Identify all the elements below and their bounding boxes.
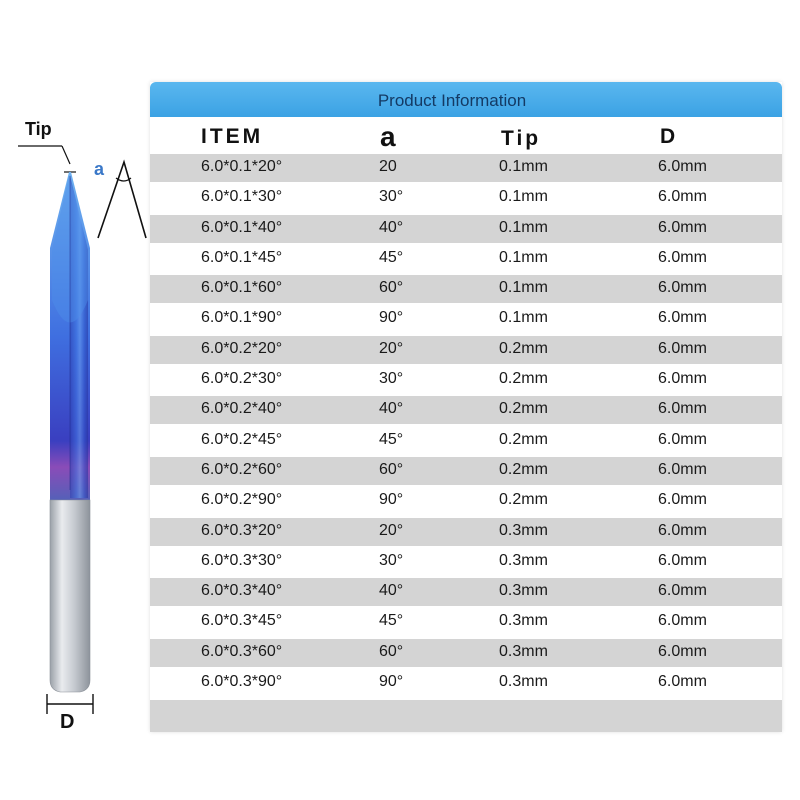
cell-tip: 0.3mm xyxy=(499,612,548,630)
table-row xyxy=(150,396,782,424)
cell-item: 6.0*0.2*30° xyxy=(201,370,283,388)
cell-tip: 0.3mm xyxy=(499,551,548,569)
cell-diameter: 6.0mm xyxy=(658,248,707,266)
diameter-label: D xyxy=(60,711,75,733)
engraving-bit-drawing xyxy=(0,0,160,760)
table-footer xyxy=(150,700,782,732)
cell-tip: 0.2mm xyxy=(499,370,548,388)
cell-diameter: 6.0mm xyxy=(658,218,707,236)
cell-angle: 30° xyxy=(379,188,404,206)
cell-item: 6.0*0.3*45° xyxy=(201,612,283,630)
cell-diameter: 6.0mm xyxy=(658,309,707,327)
engraving-bit-diagram xyxy=(0,0,160,760)
table-row xyxy=(150,669,782,697)
cell-diameter: 6.0mm xyxy=(658,582,707,600)
table-row xyxy=(150,305,782,333)
table-row xyxy=(150,245,782,273)
cell-item: 6.0*0.2*20° xyxy=(201,339,283,357)
cell-tip: 0.2mm xyxy=(499,339,548,357)
tip-leader-diagonal xyxy=(62,146,70,164)
table-row xyxy=(150,487,782,515)
cell-tip: 0.1mm xyxy=(499,218,548,236)
cell-diameter: 6.0mm xyxy=(658,158,707,175)
tip-label: Tip xyxy=(25,119,52,139)
table-row xyxy=(150,184,782,212)
table-row xyxy=(150,518,782,546)
cell-angle: 40° xyxy=(379,218,404,236)
cell-angle: 60° xyxy=(379,279,404,297)
table-row xyxy=(150,336,782,364)
column-headers xyxy=(150,118,782,152)
cell-diameter: 6.0mm xyxy=(658,642,707,660)
cell-item: 6.0*0.1*40° xyxy=(201,218,283,236)
cell-item: 6.0*0.2*60° xyxy=(201,460,283,478)
cell-diameter: 6.0mm xyxy=(658,370,707,388)
cell-tip: 0.2mm xyxy=(499,430,548,448)
column-header-angle: a xyxy=(380,121,396,152)
table-row xyxy=(150,578,782,606)
cell-diameter: 6.0mm xyxy=(658,460,707,478)
cell-item: 6.0*0.2*90° xyxy=(201,491,283,509)
cell-item: 6.0*0.3*30° xyxy=(201,551,283,569)
table-row xyxy=(150,154,782,182)
table-row xyxy=(150,366,782,394)
table-title: Product Information xyxy=(377,90,527,110)
cell-angle: 40° xyxy=(379,400,404,418)
cell-tip: 0.1mm xyxy=(499,279,548,297)
cell-diameter: 6.0mm xyxy=(658,521,707,539)
cell-diameter: 6.0mm xyxy=(658,339,707,357)
cell-item: 6.0*0.3*90° xyxy=(201,673,283,691)
cell-item: 6.0*0.2*45° xyxy=(201,430,283,448)
cell-item: 6.0*0.3*60° xyxy=(201,642,283,660)
cell-item: 6.0*0.1*60° xyxy=(201,279,283,297)
cell-item: 6.0*0.1*30° xyxy=(201,188,283,206)
cell-tip: 0.1mm xyxy=(499,248,548,266)
product-info-table xyxy=(150,82,782,732)
angle-indicator xyxy=(98,162,146,238)
column-header-item: ITEM xyxy=(201,125,264,148)
cell-diameter: 6.0mm xyxy=(658,673,707,691)
cell-angle: 90° xyxy=(379,309,404,327)
cell-angle: 45° xyxy=(379,248,404,266)
cell-diameter: 6.0mm xyxy=(658,491,707,509)
table-row xyxy=(150,548,782,576)
cell-angle: 40° xyxy=(379,582,404,600)
cell-tip: 0.3mm xyxy=(499,582,548,600)
cell-tip: 0.3mm xyxy=(499,521,548,539)
column-header-tip: Tip xyxy=(501,127,542,150)
cell-diameter: 6.0mm xyxy=(658,279,707,297)
cell-diameter: 6.0mm xyxy=(658,188,707,206)
cell-angle: 60° xyxy=(379,642,404,660)
table-title-bar xyxy=(150,82,782,117)
cell-angle: 30° xyxy=(379,551,404,569)
cell-item: 6.0*0.3*40° xyxy=(201,582,283,600)
cell-tip: 0.3mm xyxy=(499,642,548,660)
cell-tip: 0.2mm xyxy=(499,400,548,418)
cell-angle: 30° xyxy=(379,370,404,388)
table-body xyxy=(150,154,782,699)
cell-angle: 20° xyxy=(379,339,404,357)
table-row xyxy=(150,275,782,303)
cell-tip: 0.1mm xyxy=(499,188,548,206)
table-row xyxy=(150,215,782,243)
cell-angle: 90° xyxy=(379,491,404,509)
column-header-diameter: D xyxy=(660,125,676,148)
cell-angle: 20° xyxy=(379,521,404,539)
table-row xyxy=(150,427,782,455)
cell-angle: 60° xyxy=(379,460,404,478)
cell-tip: 0.1mm xyxy=(499,309,548,327)
cell-diameter: 6.0mm xyxy=(658,551,707,569)
cell-angle: 90° xyxy=(379,673,404,691)
cell-tip: 0.3mm xyxy=(499,673,548,691)
cell-item: 6.0*0.1*90° xyxy=(201,309,283,327)
cell-item: 6.0*0.1*45° xyxy=(201,248,283,266)
cell-angle: 45° xyxy=(379,612,404,630)
shank xyxy=(50,500,90,692)
cell-angle: 20 xyxy=(379,158,397,175)
cell-item: 6.0*0.1*20° xyxy=(201,158,283,175)
cell-item: 6.0*0.2*40° xyxy=(201,400,283,418)
cell-tip: 0.2mm xyxy=(499,460,548,478)
cell-item: 6.0*0.3*20° xyxy=(201,521,283,539)
table-row xyxy=(150,608,782,636)
cell-angle: 45° xyxy=(379,430,404,448)
table-row xyxy=(150,639,782,667)
cell-tip: 0.2mm xyxy=(499,491,548,509)
cell-diameter: 6.0mm xyxy=(658,612,707,630)
cell-tip: 0.1mm xyxy=(499,158,548,175)
cell-diameter: 6.0mm xyxy=(658,400,707,418)
angle-label: a xyxy=(94,159,105,179)
table-row xyxy=(150,457,782,485)
cell-diameter: 6.0mm xyxy=(658,430,707,448)
